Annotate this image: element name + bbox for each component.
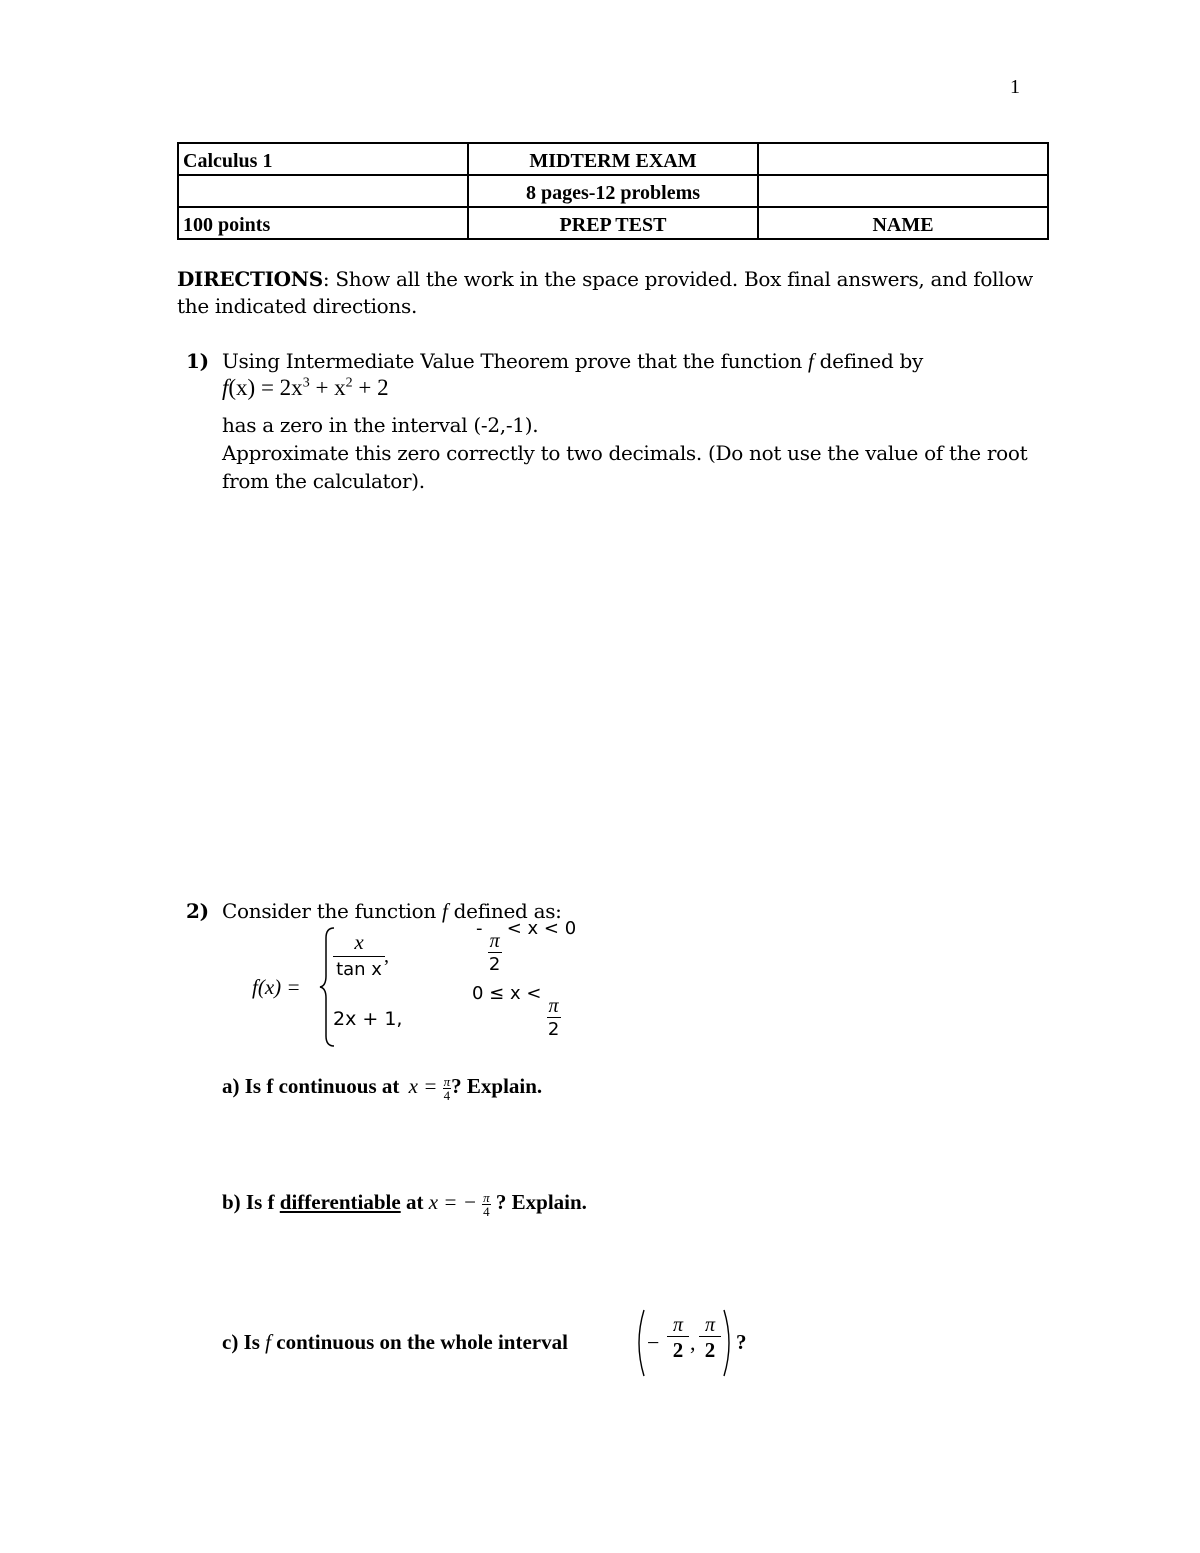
blank-cell [758, 143, 1048, 175]
blank-cell [178, 175, 468, 207]
part-c: c) Is f continuous on the whole interval [222, 1330, 568, 1354]
test-type-cell: PREP TEST [468, 207, 758, 239]
table-row [178, 175, 1048, 207]
case2-condition: 0 ≤ x < $\frac{\pi}{2}$ [472, 983, 560, 1040]
part-a: a) Is f continuous at x = $\frac{\pi}{4}$ ? Explain. [222, 1073, 543, 1103]
problem-number: 1) [186, 349, 209, 373]
table-row [178, 143, 1048, 175]
exam-title-cell: MIDTERM EXAM [468, 143, 758, 175]
part-b: b) Is f differentiable at x = − $\frac{\pi}{4}$ ? Explain. [222, 1189, 587, 1219]
directions-label: DIRECTIONS [177, 267, 323, 291]
interval-fraction-right: π 2 [699, 1314, 721, 1363]
course-cell: Calculus 1 [178, 143, 468, 175]
piecewise-lhs: f(x) = [252, 975, 301, 999]
problem-number: 2) [186, 899, 209, 923]
interval-fraction-left: π 2 [667, 1314, 689, 1363]
blank-cell [758, 175, 1048, 207]
problem-2-intro: Consider the function f defined as: [222, 899, 562, 923]
pages-cell: 8 pages-12 problems [468, 175, 758, 207]
case1-condition: - $\frac{\pi}{2}$ < x < 0 [476, 918, 577, 975]
name-cell: NAME [758, 207, 1048, 239]
left-paren-icon [632, 1308, 646, 1378]
problem-1-intro: Using Intermediate Value Theorem prove that the function f defined by [222, 349, 924, 373]
directions [177, 266, 1057, 320]
directions-text: : Show all the work in the space provided. Box final answers, and follow [322, 267, 1033, 291]
page-number: 1 [1010, 76, 1020, 98]
interval-minus: − [647, 1330, 660, 1355]
directions-text: the indicated directions. [177, 294, 418, 318]
right-paren-icon [722, 1308, 736, 1378]
table-row [178, 207, 1048, 239]
interval-comma: , [690, 1330, 696, 1355]
exam-header-table [177, 142, 1049, 240]
case2-expression: 2x + 1, [333, 1008, 403, 1030]
problem-1-formula: $f(x) = 2x^3 + x^2 + 2$ [222, 375, 389, 400]
points-cell: 100 points [178, 207, 468, 239]
case1-fraction: x tan x [333, 930, 385, 981]
problem-1-body: has a zero in the interval (-2,-1). Approximate this zero correctly to two decimals. (Do not use the value of the root from the calculator). [222, 413, 1028, 493]
part-c-end: ? [736, 1330, 747, 1354]
case1-comma: , [384, 945, 389, 967]
